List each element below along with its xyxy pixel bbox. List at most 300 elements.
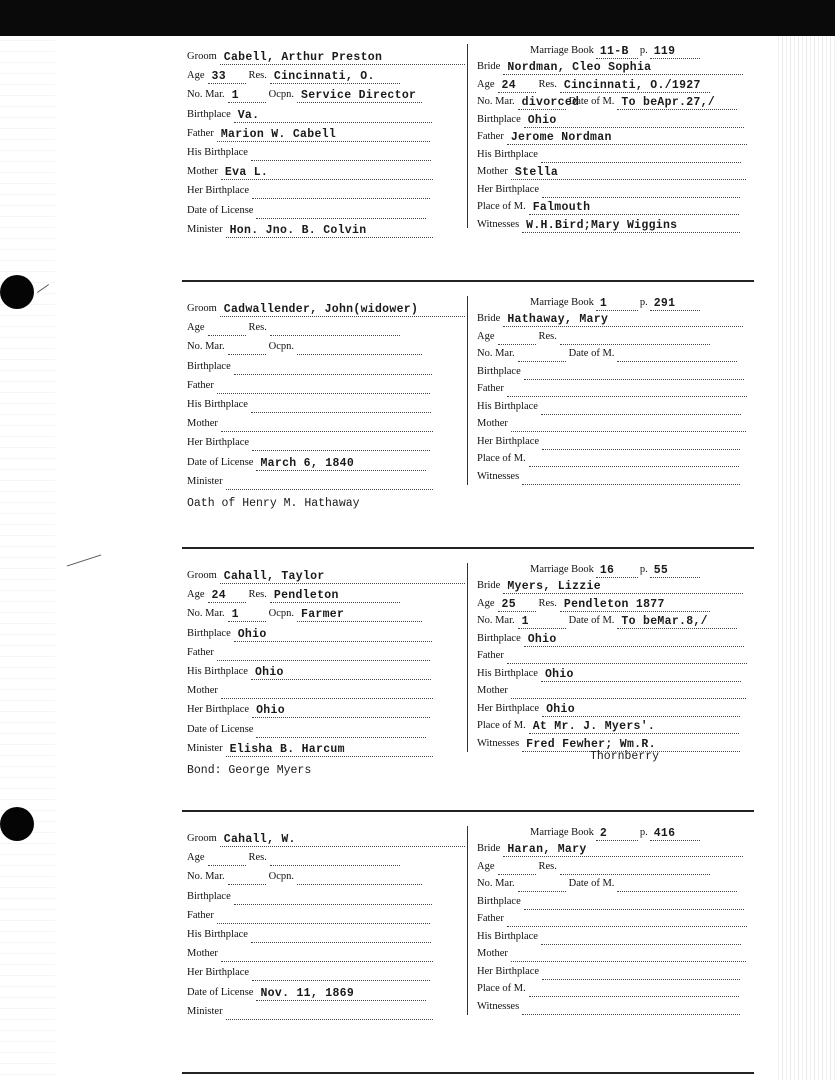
page-left-margin-texture — [0, 30, 55, 1080]
field-line — [251, 930, 431, 943]
field-label: Birthplace — [477, 113, 521, 125]
field-label: No. Mar. — [187, 608, 225, 620]
field-label: His Birthplace — [477, 400, 538, 412]
field-line — [541, 402, 741, 415]
card-note: Bond: George Myers — [187, 764, 312, 777]
groom-date-of-license-row — [187, 721, 426, 738]
marriage-book-ref — [530, 824, 700, 841]
field-line — [541, 932, 741, 945]
groom-no-mar-value: 1 — [231, 89, 239, 103]
bride-witnesses-continued: Thornberry — [590, 750, 660, 763]
field-line — [228, 872, 266, 885]
field-label: Date of License — [187, 456, 254, 468]
field-line — [617, 879, 737, 892]
bride-bride-row — [477, 577, 743, 594]
groom-mother-row — [187, 163, 433, 180]
field-line — [234, 362, 432, 375]
field-label: Her Birthplace — [187, 437, 250, 449]
field-label: Mother — [477, 685, 508, 696]
field-label: Ocpn. — [268, 89, 294, 101]
marriage-record-card — [180, 563, 755, 777]
bride-her-birthplace-row — [477, 433, 740, 450]
column-divider — [467, 44, 468, 228]
bride-bride-row — [477, 840, 743, 857]
field-label: Birthplace — [187, 108, 231, 120]
bride-place-of-m-row — [477, 717, 739, 734]
field-label: Date of M. — [568, 96, 615, 107]
groom-date-of-license-row — [187, 454, 426, 471]
field-label: Birthplace — [187, 360, 231, 372]
field-label: Res. — [248, 322, 267, 334]
field-line — [560, 332, 710, 345]
field-line — [617, 616, 737, 629]
bride-birthplace-row — [477, 893, 744, 910]
bride-no-mar-row — [477, 345, 737, 362]
field-line — [542, 967, 740, 980]
bride-witnesses-value: W.H.Bird;Mary Wiggins — [526, 218, 678, 232]
field-line — [221, 167, 433, 180]
bride-birthplace-value: Ohio — [527, 632, 557, 646]
field-label: Mother — [477, 166, 508, 177]
marriage-book-page: 119 — [653, 45, 676, 58]
field-label: p. — [639, 297, 648, 308]
field-label: No. Mar. — [477, 615, 515, 626]
field-label: Mother — [187, 418, 218, 430]
field-label: Marriage Book — [530, 45, 594, 56]
bride-place-of-m-value: At Mr. J. Myers'. — [532, 720, 656, 733]
field-line — [529, 202, 739, 215]
field-line — [529, 454, 739, 467]
field-line — [542, 437, 740, 450]
pencil-mark — [67, 554, 102, 566]
groom-minister-row — [187, 221, 433, 238]
card-divider — [182, 810, 754, 812]
bride-name-value: Hathaway, Mary — [507, 313, 609, 326]
groom-father-value: Marion W. Cabell — [220, 127, 337, 141]
groom-birthplace-row — [187, 106, 432, 123]
groom-date-of-license-value: Nov. 11, 1869 — [260, 986, 355, 1000]
bride-age-row — [477, 76, 710, 93]
column-divider — [467, 826, 468, 1015]
bride-mother-row — [477, 163, 746, 180]
field-label: Mother — [187, 948, 218, 960]
field-line — [270, 590, 400, 603]
field-label: Groom — [187, 570, 217, 581]
field-label: Place of M. — [477, 201, 526, 212]
field-label: Witnesses — [477, 218, 520, 230]
field-label: Bride — [477, 61, 501, 72]
bride-no-mar-value: 1 — [521, 615, 529, 628]
field-line — [228, 342, 266, 355]
field-label: Age — [187, 589, 205, 601]
field-line — [208, 590, 246, 603]
field-line — [511, 419, 746, 432]
field-label: Res. — [248, 852, 267, 864]
groom-birthplace-row — [187, 625, 432, 642]
field-label: Father — [187, 379, 214, 391]
groom-name-value: Cahall, Taylor — [223, 570, 325, 583]
marriage-book-number: 1 — [599, 297, 608, 310]
field-line — [252, 438, 430, 451]
field-line — [228, 90, 266, 103]
field-label: Minister — [187, 742, 223, 754]
bride-age-value: 25 — [501, 597, 516, 611]
field-line — [217, 129, 430, 142]
column-divider — [467, 296, 468, 485]
field-label: No. Mar. — [187, 871, 225, 883]
groom-age-row — [187, 319, 400, 336]
field-line — [270, 323, 400, 336]
groom-groom-row — [187, 567, 465, 584]
marriage-book-number: 16 — [599, 564, 615, 577]
groom-birthplace-value: Va. — [237, 108, 260, 122]
field-line — [503, 62, 743, 75]
field-line — [297, 872, 422, 885]
field-label: His Birthplace — [187, 399, 248, 410]
card-note: Oath of Henry M. Hathaway — [187, 497, 360, 510]
field-line — [256, 988, 426, 1001]
field-line — [226, 744, 433, 757]
field-line — [270, 71, 400, 84]
marriage-record-card — [180, 44, 755, 237]
card-divider — [182, 547, 754, 549]
field-label: Marriage Book — [530, 827, 594, 838]
field-line — [560, 862, 710, 875]
page-right-edge-texture — [775, 30, 835, 1080]
bride-his-birthplace-row — [477, 928, 741, 945]
field-label: Date of License — [187, 986, 254, 998]
field-line — [220, 834, 465, 847]
groom-mother-row — [187, 415, 433, 432]
field-label: Bride — [477, 580, 501, 591]
field-label: Date of License — [187, 723, 254, 735]
field-line — [617, 349, 737, 362]
field-label: Her Birthplace — [477, 435, 540, 447]
marriage-record-card — [180, 826, 755, 1021]
field-label: Birthplace — [477, 632, 521, 644]
field-label: Minister — [187, 1005, 223, 1017]
groom-her-birthplace-row — [187, 701, 430, 718]
bride-no-mar-row — [477, 612, 737, 629]
field-line — [208, 71, 246, 84]
groom-her-birthplace-row — [187, 182, 430, 199]
bride-no-mar-row — [477, 875, 737, 892]
field-label: Her Birthplace — [477, 965, 540, 977]
field-label: Mother — [187, 685, 218, 697]
bride-her-birthplace-row — [477, 963, 740, 980]
field-line — [541, 669, 741, 682]
groom-no-mar-row — [187, 86, 422, 103]
groom-birthplace-value: Ohio — [237, 627, 267, 641]
groom-her-birthplace-row — [187, 434, 430, 451]
field-label: Age — [187, 322, 205, 334]
field-line — [251, 400, 431, 413]
groom-res-value: Cincinnati, O. — [273, 70, 375, 84]
bride-birthplace-row — [477, 111, 744, 128]
bride-age-value: 24 — [501, 78, 516, 92]
groom-his-birthplace-value: Ohio — [254, 666, 284, 679]
field-line — [524, 367, 744, 380]
field-line — [297, 90, 422, 103]
field-line — [228, 609, 266, 622]
bride-birthplace-value: Ohio — [527, 113, 557, 127]
bride-his-birthplace-value: Ohio — [544, 667, 574, 681]
field-label: Her Birthplace — [477, 702, 540, 714]
field-line — [542, 704, 740, 717]
field-line — [252, 186, 430, 199]
marriage-book-page: 55 — [653, 564, 669, 577]
field-label: His Birthplace — [187, 666, 248, 677]
field-line — [217, 911, 430, 924]
field-label: Ocpn. — [268, 608, 294, 620]
bride-bride-row — [477, 310, 743, 327]
field-line — [208, 853, 246, 866]
field-line — [511, 949, 746, 962]
field-label: Date of M. — [568, 348, 615, 359]
field-line — [617, 97, 737, 110]
bride-birthplace-row — [477, 630, 744, 647]
bride-place-of-m-row — [477, 198, 739, 215]
groom-ocpn-value: Farmer — [301, 608, 345, 622]
bride-res-value: Cincinnati, O./1927 — [563, 78, 701, 92]
groom-date-of-license-row — [187, 984, 426, 1001]
field-label: Mother — [477, 948, 508, 959]
field-line — [251, 667, 431, 680]
scan-top-border — [0, 0, 835, 36]
bride-mother-row — [477, 945, 746, 962]
field-line — [511, 167, 746, 180]
field-label: Her Birthplace — [477, 183, 540, 195]
field-line — [252, 968, 430, 981]
bride-age-row — [477, 595, 710, 612]
field-label: Birthplace — [477, 895, 521, 907]
field-line — [518, 96, 580, 110]
field-line — [518, 349, 566, 362]
field-line — [542, 185, 740, 198]
groom-minister-value: Elisha B. Harcum — [229, 742, 345, 756]
field-label: Date of M. — [568, 878, 615, 889]
field-line — [256, 458, 426, 471]
field-label: Father — [187, 646, 214, 658]
marriage-book-ref — [530, 42, 700, 59]
groom-name-value: Cabell, Arthur Preston — [223, 51, 383, 64]
field-line — [226, 1007, 433, 1020]
field-label: No. Mar. — [187, 341, 225, 353]
field-line — [221, 419, 433, 432]
bride-witnesses-value: Fred Fewher; Wm.R. — [526, 737, 656, 751]
bride-his-birthplace-row — [477, 146, 741, 163]
bride-father-row — [477, 128, 747, 145]
groom-father-row — [187, 377, 430, 394]
field-line — [524, 897, 744, 910]
field-label: Marriage Book — [530, 564, 594, 575]
field-line — [507, 132, 747, 145]
field-label: Father — [477, 131, 504, 142]
field-line — [503, 314, 743, 327]
field-line — [256, 206, 426, 219]
groom-her-birthplace-row — [187, 964, 430, 981]
field-label: His Birthplace — [187, 147, 248, 158]
marriage-book-page: 291 — [653, 297, 676, 310]
field-label: p. — [639, 564, 648, 575]
field-label: Groom — [187, 51, 217, 62]
field-label: Age — [477, 78, 495, 90]
field-label: His Birthplace — [187, 929, 248, 940]
bride-father-row — [477, 910, 747, 927]
field-label: Witnesses — [477, 470, 520, 482]
bride-witnesses-row — [477, 998, 740, 1015]
bride-mother-value: Stella — [514, 166, 559, 179]
marriage-book-number: 11-B — [599, 45, 629, 58]
groom-mother-row — [187, 682, 433, 699]
field-label: Place of M. — [477, 453, 526, 464]
field-line — [234, 629, 432, 642]
field-label: Father — [477, 383, 504, 394]
bride-father-row — [477, 380, 747, 397]
field-label: Groom — [187, 833, 217, 844]
bride-birthplace-row — [477, 363, 744, 380]
bride-father-value: Jerome Nordman — [510, 131, 612, 144]
bride-name-value: Nordman, Cleo Sophia — [507, 61, 652, 74]
field-line — [251, 148, 431, 161]
marriage-book-ref — [530, 294, 700, 311]
field-label: Age — [187, 70, 205, 82]
field-label: Mother — [187, 166, 218, 178]
bride-her-birthplace-row — [477, 181, 740, 198]
field-line — [256, 725, 426, 738]
bride-place-of-m-value: Falmouth — [532, 201, 591, 214]
field-line — [511, 686, 746, 699]
field-line — [522, 220, 740, 233]
field-label: Her Birthplace — [187, 967, 250, 979]
field-label: Res. — [538, 78, 557, 90]
field-line — [507, 914, 747, 927]
groom-minister-row — [187, 473, 433, 490]
groom-his-birthplace-row — [187, 144, 431, 161]
field-line — [507, 651, 747, 664]
field-label: Birthplace — [187, 890, 231, 902]
field-label: His Birthplace — [477, 667, 538, 679]
groom-minister-row — [187, 740, 433, 757]
field-line — [234, 892, 432, 905]
field-label: Res. — [538, 860, 557, 872]
punch-hole — [0, 275, 34, 309]
field-label: His Birthplace — [477, 930, 538, 942]
field-line — [498, 599, 536, 612]
groom-mother-row — [187, 945, 433, 962]
field-label: Father — [477, 913, 504, 924]
bride-no-mar-row — [477, 93, 737, 110]
field-label: Date of License — [187, 204, 254, 216]
field-label: Res. — [248, 589, 267, 601]
field-line — [217, 648, 430, 661]
groom-age-row — [187, 849, 400, 866]
groom-minister-value: Hon. Jno. B. Colvin — [229, 223, 367, 237]
field-label: Res. — [248, 70, 267, 82]
groom-no-mar-row — [187, 868, 422, 885]
groom-res-value: Pendleton — [273, 589, 339, 603]
groom-date-of-license-row — [187, 202, 426, 219]
bride-his-birthplace-row — [477, 398, 741, 415]
field-label: Father — [477, 650, 504, 661]
groom-groom-row — [187, 300, 465, 317]
groom-age-value: 24 — [211, 589, 226, 603]
groom-his-birthplace-row — [187, 926, 431, 943]
groom-groom-row — [187, 48, 465, 65]
field-label: Ocpn. — [268, 341, 294, 353]
field-line — [522, 1002, 740, 1015]
field-label: Her Birthplace — [187, 704, 250, 716]
field-label: No. Mar. — [477, 348, 515, 359]
card-divider — [182, 280, 754, 282]
field-line — [297, 609, 422, 622]
groom-no-mar-value: 1 — [231, 608, 239, 622]
groom-birthplace-row — [187, 358, 432, 375]
groom-no-mar-row — [187, 338, 422, 355]
field-label: Bride — [477, 843, 501, 854]
bride-witnesses-row — [477, 216, 740, 233]
field-line — [541, 150, 741, 163]
field-line — [270, 853, 400, 866]
bride-father-row — [477, 647, 747, 664]
field-line — [252, 705, 430, 718]
bride-witnesses-row — [477, 735, 740, 752]
bride-age-row — [477, 858, 710, 875]
field-label: p. — [639, 827, 648, 838]
bride-her-birthplace-row — [477, 700, 740, 717]
field-label: Age — [477, 597, 495, 609]
groom-age-value: 33 — [211, 70, 226, 84]
field-label: Marriage Book — [530, 297, 594, 308]
bride-bride-row — [477, 58, 743, 75]
field-line — [208, 323, 246, 336]
field-line — [503, 581, 743, 594]
field-label: Witnesses — [477, 1000, 520, 1012]
field-line — [297, 342, 422, 355]
groom-birthplace-row — [187, 888, 432, 905]
field-label: No. Mar. — [187, 89, 225, 101]
marriage-book-ref — [530, 561, 700, 578]
bride-name-value: Myers, Lizzie — [507, 580, 601, 593]
groom-groom-row — [187, 830, 465, 847]
field-line — [498, 332, 536, 345]
field-line — [220, 304, 465, 317]
field-label: Groom — [187, 303, 217, 314]
field-label: Her Birthplace — [187, 185, 250, 197]
field-line — [518, 879, 566, 892]
groom-name-value: Cahall, W. — [223, 833, 296, 846]
bride-date-of-m-value: To beMar.8,/ — [621, 615, 708, 628]
field-label: Place of M. — [477, 720, 526, 731]
field-line — [503, 844, 743, 857]
field-line — [560, 80, 710, 93]
punch-hole — [0, 807, 34, 841]
field-label: Birthplace — [187, 627, 231, 639]
bride-mother-row — [477, 415, 746, 432]
groom-age-row — [187, 586, 400, 603]
field-label: Age — [477, 860, 495, 872]
field-line — [226, 225, 433, 238]
field-label: Bride — [477, 313, 501, 324]
field-line — [560, 599, 710, 612]
bride-her-birthplace-value: Ohio — [546, 702, 575, 716]
field-label: Date of M. — [568, 615, 615, 626]
field-label: Place of M. — [477, 983, 526, 994]
bride-name-value: Haran, Mary — [507, 843, 587, 856]
groom-no-mar-row — [187, 605, 422, 622]
groom-mother-value: Eva L. — [224, 166, 269, 180]
groom-ocpn-value: Service Director — [301, 89, 417, 103]
